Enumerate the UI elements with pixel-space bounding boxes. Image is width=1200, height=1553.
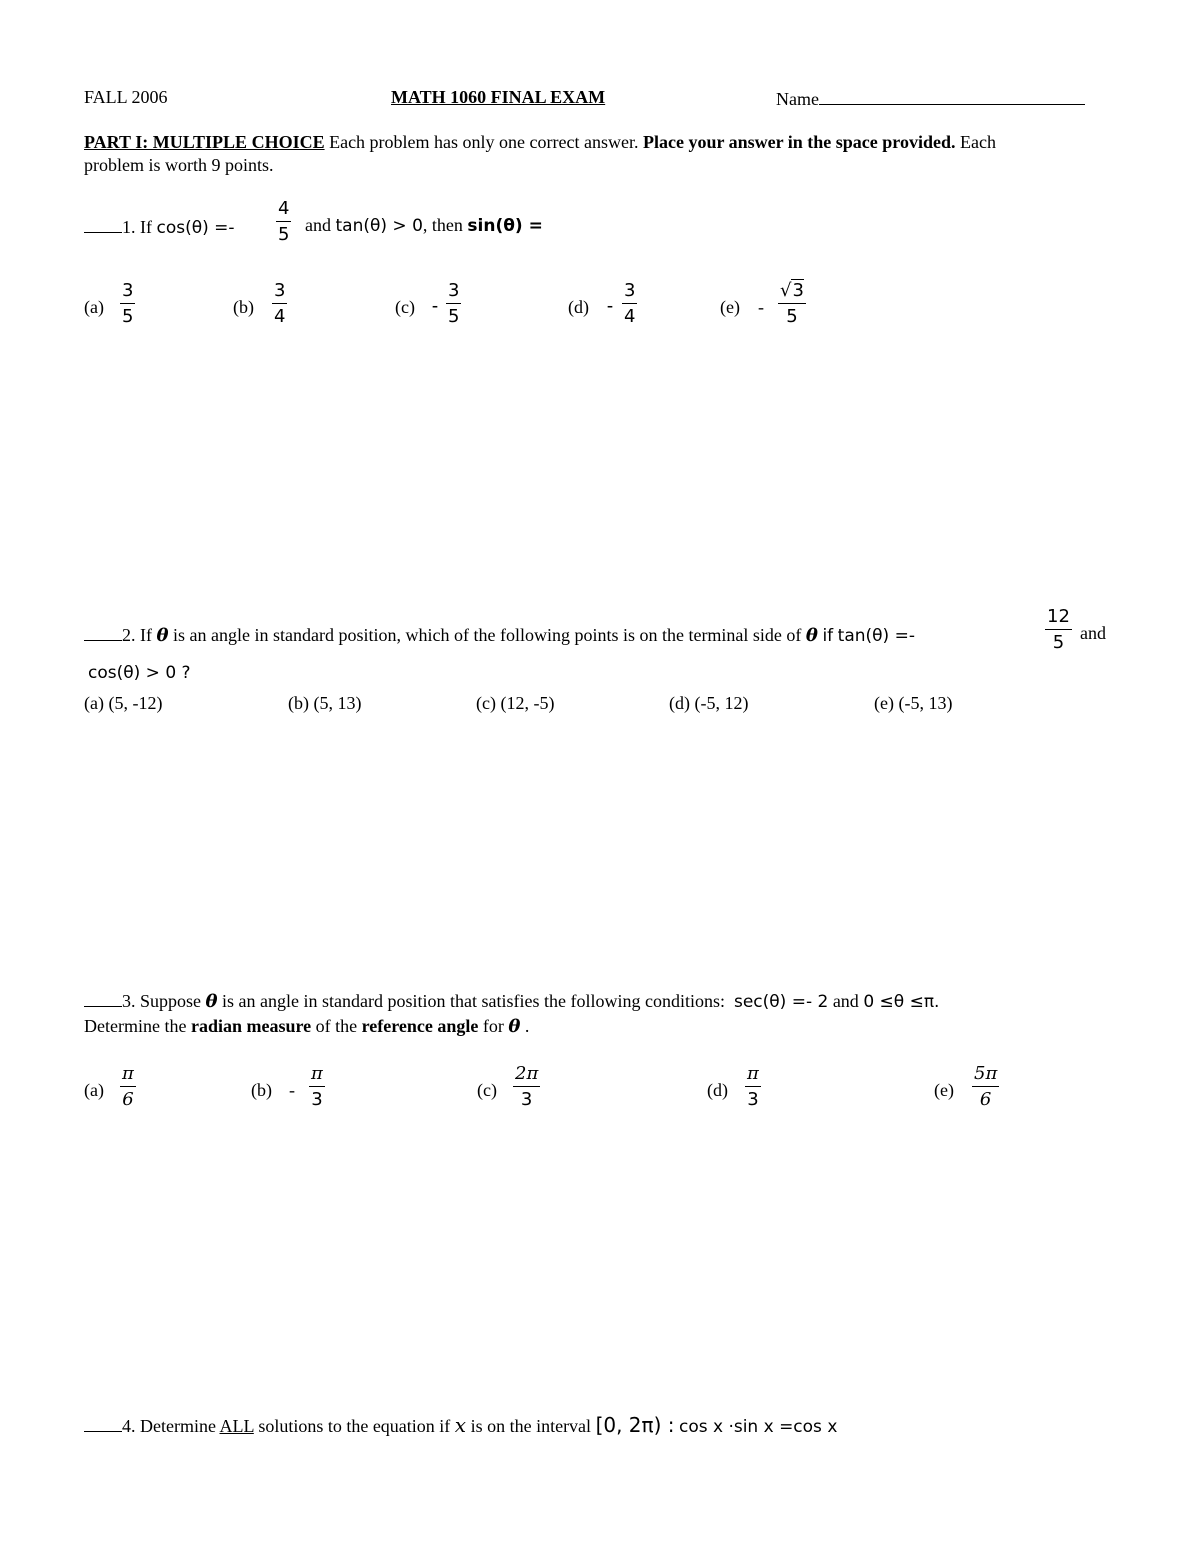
q2-choice-a-value: (5, -12) (108, 693, 163, 713)
q3-line2-for: for (482, 1016, 504, 1036)
q3-sec-condition: sec(θ) =- 2 (733, 992, 829, 1012)
q4-stem (84, 1415, 837, 1436)
q2-answer-blank[interactable] (84, 624, 122, 641)
q2-if: If (140, 625, 152, 645)
q1-choice-b-num: 3 (272, 282, 287, 304)
q1-choice-d-label: (d) (568, 297, 589, 317)
part1-instruction-bold: Place your answer in the space provided. (642, 132, 956, 152)
q1-choice-a-den: 5 (122, 306, 134, 327)
q3-choice-c (513, 1065, 540, 1109)
q1-tan-condition: tan(θ) > 0 (335, 216, 423, 236)
q3-choice-b-label: (b) (251, 1080, 272, 1100)
q1-stem (84, 216, 235, 237)
q1-number: 1. (122, 217, 136, 237)
q3-choice-e (972, 1065, 999, 1109)
q3-choice-d-den: 3 (747, 1089, 759, 1110)
q3-choice-e-den: 6 (979, 1089, 992, 1110)
q1-choice-c (446, 282, 461, 326)
q1-choice-c-num: 3 (446, 282, 461, 304)
q3-line2-determine: Determine the (84, 1016, 187, 1036)
q2-and: and (1080, 623, 1106, 643)
q1-choice-a (120, 282, 135, 326)
q1-sin-lhs: sin(θ) = (467, 216, 543, 236)
q1-given-den: 5 (278, 224, 290, 245)
q3-choice-e-num: 5π (972, 1065, 999, 1087)
q2-choice-a-label: (a) (84, 693, 104, 713)
q1-given-fraction (276, 200, 291, 244)
q2-choice-a (84, 694, 162, 712)
q1-choice-a-label: (a) (84, 297, 104, 317)
q1-choice-d-den: 4 (624, 306, 636, 327)
q2-stem (84, 624, 915, 645)
q2-text: is an angle in standard position, which of the following points is on the terminal side of (173, 625, 802, 645)
q2-theta-2: θ (805, 625, 818, 646)
q1-choice-d-num: 3 (622, 282, 637, 304)
part1-instructions-line2: problem is worth 9 points. (84, 155, 274, 175)
q2-choice-b-value: (5, 13) (313, 693, 362, 713)
q3-radian-measure: radian measure (190, 1016, 312, 1036)
q1-choice-a-num: 3 (120, 282, 135, 304)
q2-choice-e-label: (e) (874, 693, 894, 713)
q4-number: 4. (122, 1416, 136, 1436)
q3-theta: θ (205, 991, 218, 1012)
q3-choice-a-den: 6 (122, 1089, 134, 1110)
q1-choice-e (778, 282, 806, 326)
q3-line2-of-the: of the (315, 1016, 358, 1036)
q3-choice-c-label: (c) (477, 1080, 497, 1100)
q3-and: and (832, 991, 859, 1011)
q1-then: , then (422, 215, 463, 235)
exam-title: MATH 1060 FINAL EXAM (391, 87, 606, 107)
q2-cos-condition: cos(θ) > 0 ? (88, 663, 191, 683)
q2-choice-c-value: (12, -5) (500, 693, 555, 713)
q3-choice-b-num: π (309, 1065, 325, 1087)
q3-choice-a-label: (a) (84, 1080, 104, 1100)
q1-choice-b-den: 4 (274, 306, 286, 327)
q3-choice-e-label: (e) (934, 1080, 954, 1100)
q3-number: 3. (122, 991, 136, 1011)
q2-given-fraction (1045, 608, 1072, 652)
part1-instructions-line1 (84, 133, 996, 151)
q2-choice-d (669, 694, 748, 712)
q1-and: and (305, 215, 331, 235)
q3-choice-d (745, 1065, 761, 1109)
q3-range: 0 ≤θ ≤π. (863, 992, 940, 1012)
q2-choice-e-value: (-5, 13) (898, 693, 953, 713)
q1-choice-c-sign: - (432, 295, 438, 315)
q4-determine: Determine (140, 1416, 216, 1436)
q3-choice-c-den: 3 (520, 1089, 533, 1110)
q3-reference-angle: reference angle (361, 1016, 479, 1036)
q3-line2 (84, 1017, 529, 1036)
part1-instruction: Each problem has only one correct answer. (329, 132, 639, 152)
q3-text: is an angle in standard position that satisfies the following conditions: (222, 991, 725, 1011)
q4-all: ALL (219, 1416, 254, 1436)
q2-choice-b-label: (b) (288, 693, 309, 713)
q1-stem-tail (305, 216, 543, 235)
q1-choice-c-label: (c) (395, 297, 415, 317)
q3-choice-a (120, 1065, 136, 1109)
q3-choice-d-label: (d) (707, 1080, 728, 1100)
q1-choice-d (622, 282, 637, 326)
q1-cos-lhs: cos(θ) =- (156, 218, 235, 238)
q1-choice-e-label: (e) (720, 297, 740, 317)
q1-choice-e-sign: - (758, 297, 764, 317)
q3-suppose: Suppose (140, 991, 202, 1011)
q1-given-num: 4 (276, 200, 291, 222)
q1-choice-e-num: √3 (778, 282, 806, 304)
q2-choice-d-value: (-5, 12) (694, 693, 749, 713)
q2-choice-e (874, 694, 952, 712)
q3-choice-b (309, 1065, 325, 1109)
q3-choice-b-den: 3 (311, 1089, 323, 1110)
q3-theta-2: θ (508, 1016, 521, 1037)
name-blank[interactable] (819, 88, 1085, 105)
q1-answer-blank[interactable] (84, 216, 122, 233)
q4-x: x (454, 1413, 467, 1437)
q3-stem (84, 990, 939, 1011)
q2-choice-d-label: (d) (669, 693, 690, 713)
q2-choice-b (288, 694, 362, 712)
q4-interval: [0, 2π) : (595, 1413, 675, 1437)
q2-given-num: 12 (1045, 608, 1072, 630)
q2-choice-c-label: (c) (476, 693, 496, 713)
q2-number: 2. (122, 625, 136, 645)
q2-choice-c (476, 694, 554, 712)
q1-choice-b-label: (b) (233, 297, 254, 317)
q4-equation: cos x ·sin x =cos x (678, 1417, 838, 1437)
part1-heading: PART I: MULTIPLE CHOICE (84, 132, 325, 152)
q3-answer-blank[interactable] (84, 990, 122, 1007)
name-label: Name (776, 89, 819, 109)
q3-choice-b-sign: - (289, 1080, 295, 1100)
q3-choice-c-num: 2π (513, 1065, 540, 1087)
semester-label: FALL 2006 (84, 87, 168, 107)
q2-tan-lhs: tan(θ) =- (837, 626, 915, 646)
q2-theta: θ (156, 625, 169, 646)
q3-choice-a-num: π (120, 1065, 136, 1087)
q4-answer-blank[interactable] (84, 1415, 122, 1432)
q2-given-den: 5 (1052, 632, 1065, 653)
q4-text: solutions to the equation if (258, 1416, 451, 1436)
q1-choice-e-den: 5 (786, 306, 798, 327)
q2-if-2: if (822, 626, 834, 646)
q3-line2-period: . (524, 1016, 530, 1036)
q4-interval-text: is on the interval (470, 1416, 592, 1436)
q1-choice-c-den: 5 (448, 306, 460, 327)
q1-choice-b (272, 282, 287, 326)
part1-instruction-tail: Each (959, 132, 996, 152)
q1-if: If (140, 217, 152, 237)
name-field[interactable] (776, 88, 1085, 108)
q1-choice-d-sign: - (607, 295, 613, 315)
q3-choice-d-num: π (745, 1065, 761, 1087)
